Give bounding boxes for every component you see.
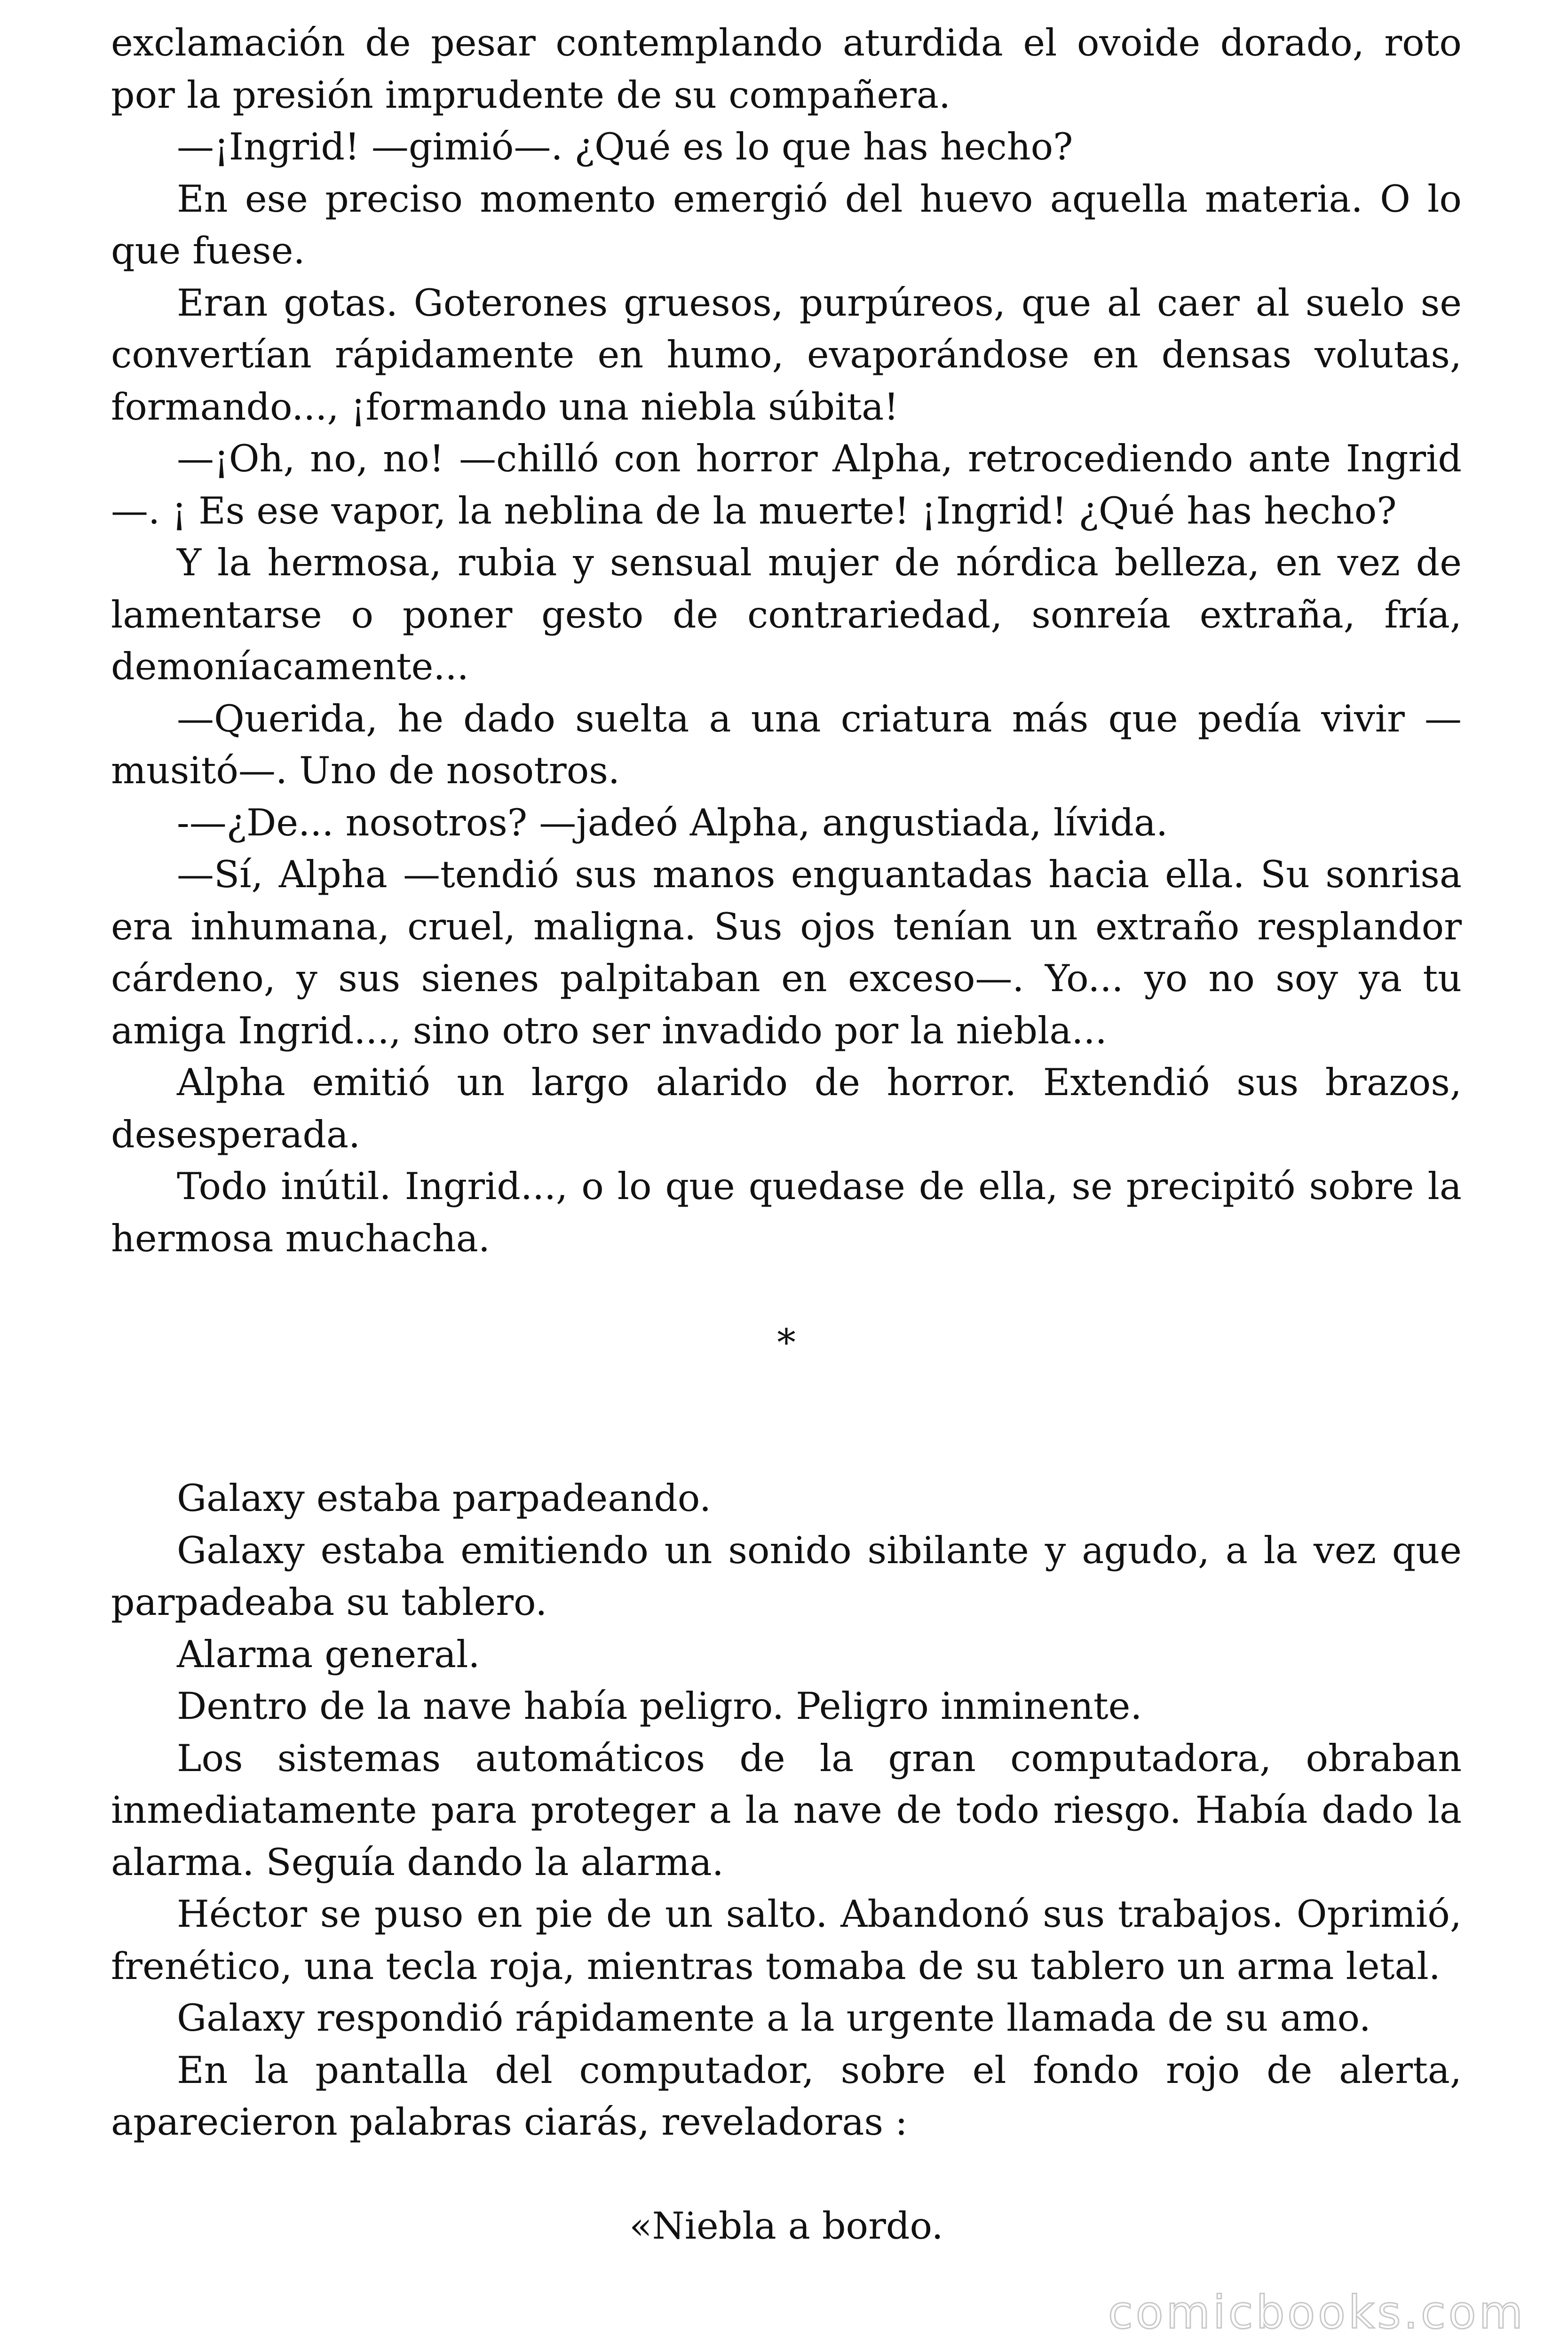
paragraph: Héctor se puso en pie de un salto. Abandonó sus trabajos. Oprimió, frenético, una tecla roja, mientras tomaba de su tablero un arma letal. bbox=[111, 1892, 1462, 1988]
section-separator: * bbox=[777, 1321, 796, 1364]
paragraph: Dentro de la nave había peligro. Peligro inminente. bbox=[177, 1685, 1142, 1728]
paragraph: Alpha emitió un largo alarido de horror. Extendió sus brazos, desesperada. bbox=[111, 1061, 1462, 1156]
paragraph: Galaxy estaba emitiendo un sonido sibilante y agudo, a la vez que parpadeaba su tablero. bbox=[111, 1528, 1462, 1624]
paragraph: —¡Ingrid! —gimió—. ¿Qué es lo que has hecho? bbox=[177, 125, 1073, 168]
paragraph: Galaxy respondió rápidamente a la urgente llamada de su amo. bbox=[177, 1996, 1371, 2040]
book-page bbox=[111, 17, 1462, 2252]
paragraph: Y la hermosa, rubia y sensual mujer de nórdica belleza, en vez de lamentarse o poner gesto de contrariedad, sonreía extraña, fría, demoníacamente... bbox=[111, 541, 1462, 688]
closing-line: «Niebla a bordo. bbox=[629, 2204, 943, 2248]
paragraph: Todo inútil. Ingrid..., o lo que quedase de ella, se precipitó sobre la hermosa muchacha. bbox=[111, 1165, 1462, 1260]
paragraph: En ese preciso momento emergió del huevo aquella materia. O lo que fuese. bbox=[111, 177, 1462, 272]
paragraph: exclamación de pesar contemplando aturdida el ovoide dorado, roto por la presión imprudente de su compañera. bbox=[111, 21, 1462, 117]
paragraph: -—¿De... nosotros? —jadeó Alpha, angustiada, lívida. bbox=[177, 801, 1168, 844]
paragraph: Eran gotas. Goterones gruesos, purpúreos, que al caer al suelo se convertían rápidamente en humo, evaporándose en densas volutas, formando..., ¡formando una niebla súbita! bbox=[111, 281, 1462, 429]
paragraph: —¡Oh, no, no! —chilló con horror Alpha, retrocediendo ante Ingrid—. ¡ Es ese vapor, la neblina de la muerte! ¡Ingrid! ¿Qué has hecho? bbox=[111, 437, 1462, 532]
paragraph: —Querida, he dado suelta a una criatura más que pedía vivir —musitó—. Uno de nosotros. bbox=[111, 697, 1462, 792]
paragraph: En la pantalla del computador, sobre el fondo rojo de alerta, aparecieron palabras ciarás, reveladoras : bbox=[111, 2048, 1462, 2144]
paragraph: Alarma general. bbox=[177, 1632, 480, 1676]
paragraph: Galaxy estaba parpadeando. bbox=[177, 1477, 712, 1520]
paragraph: —Sí, Alpha —tendió sus manos enguantadas hacia ella. Su sonrisa era inhumana, cruel, maligna. Sus ojos tenían un extraño resplandor cárdeno, y sus sienes palpitaban en exceso—. Yo... yo no soy ya tu amiga Ingrid..., sino otro ser invadido por la niebla... bbox=[111, 853, 1462, 1052]
paragraph: Los sistemas automáticos de la gran computadora, obraban inmediatamente para proteger a la nave de todo riesgo. Había dado la alarma. Seguía dando la alarma. bbox=[111, 1736, 1462, 1884]
watermark: comicbooks.com bbox=[1108, 2286, 1526, 2339]
